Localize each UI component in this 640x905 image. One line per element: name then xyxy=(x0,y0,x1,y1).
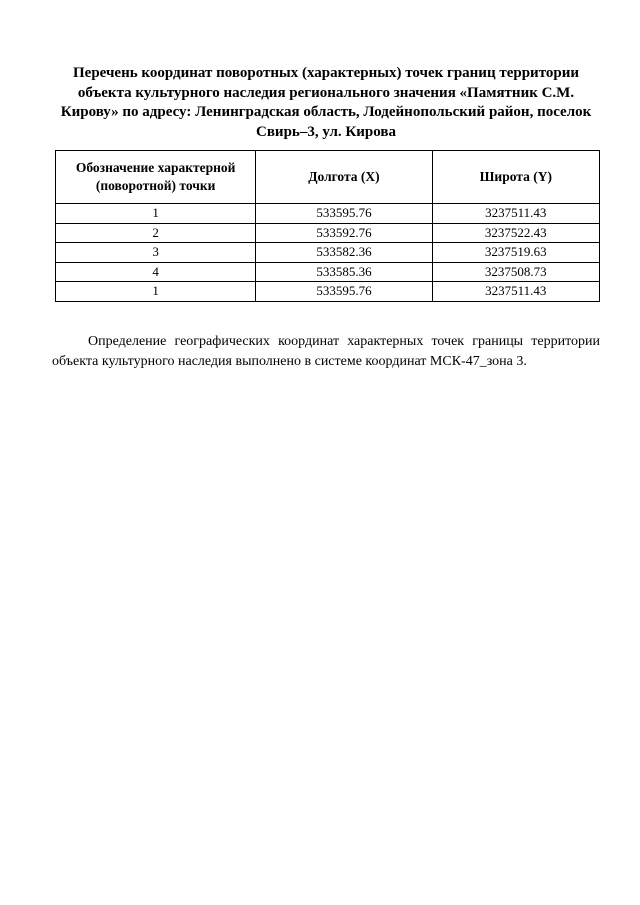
title-line: Перечень координат поворотных (характерных) точек границ территории xyxy=(73,65,579,81)
table-row xyxy=(56,223,600,243)
cell-y: 3237511.43 xyxy=(432,204,599,224)
cell-y: 3237508.73 xyxy=(432,262,599,282)
cell-point: 4 xyxy=(56,262,256,282)
table-row xyxy=(56,204,600,224)
cell-point: 1 xyxy=(56,282,256,302)
header-point: Обозначение характерной (поворотной) точки xyxy=(56,151,256,204)
table-header-row xyxy=(56,151,600,204)
document-title xyxy=(52,64,600,142)
header-latitude: Широта (Y) xyxy=(432,151,599,204)
cell-x: 533592.76 xyxy=(256,223,432,243)
cell-x: 533595.76 xyxy=(256,204,432,224)
header-longitude: Долгота (X) xyxy=(256,151,432,204)
cell-point: 1 xyxy=(56,204,256,224)
title-line: Свирь–3, ул. Кирова xyxy=(256,123,396,140)
coordinates-table xyxy=(55,150,600,302)
cell-x: 533582.36 xyxy=(256,243,432,263)
cell-y: 3237519.63 xyxy=(432,243,599,263)
cell-x: 533595.76 xyxy=(256,282,432,302)
title-line: объекта культурного наследия регионального значения «Памятник С.М. xyxy=(77,84,575,101)
title-line: Кирову» по адресу: Ленинградская область, Лодейнопольский район, поселок xyxy=(60,104,592,120)
cell-x: 533585.36 xyxy=(256,262,432,282)
table-row xyxy=(56,262,600,282)
table-row xyxy=(56,243,600,263)
cell-point: 3 xyxy=(56,243,256,263)
cell-y: 3237522.43 xyxy=(432,223,599,243)
cell-y: 3237511.43 xyxy=(432,282,599,302)
cell-point: 2 xyxy=(56,223,256,243)
coordinate-system-note: Определение географических координат характерных точек границы территории объекта культурного наследия выполнено в системе координат МСК-47_зона 3. xyxy=(52,334,600,369)
table-row xyxy=(56,282,600,302)
